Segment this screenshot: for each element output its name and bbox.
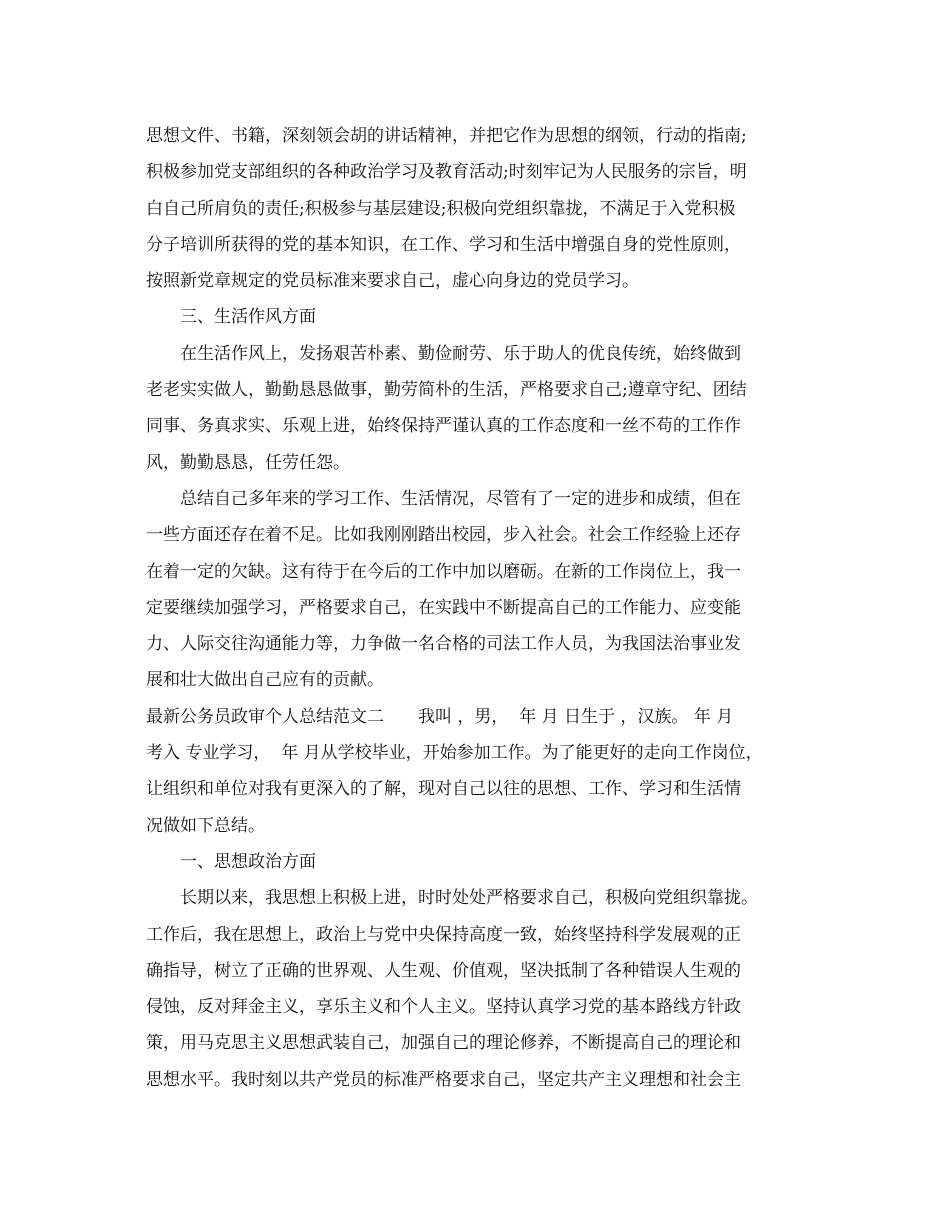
text-line: 展和壮大做出自己应有的贡献。 (146, 670, 384, 691)
text-line: 老老实实做人，勤勤恳恳做事，勤劳简朴的生活，严格要求自己;遵章守纪、团结 (146, 380, 747, 401)
text-line: 况做如下总结。 (146, 815, 265, 836)
section-heading: 三、生活作风方面 (146, 307, 316, 328)
text-line: 分子培训所获得的党的基本知识，在工作、学习和生活中增强自身的党性原则， (146, 234, 741, 255)
text-line: 积极参加党支部组织的各种政治学习及教育活动;时刻牢记为人民服务的宗旨，明 (146, 162, 747, 183)
document-body (146, 118, 826, 1098)
text-line: 策，用马克思主义思想武装自己，加强自己的理论修养，不断提高自己的理论和 (146, 1033, 741, 1054)
text-line: 思想文件、书籍，深刻领会胡的讲话精神，并把它作为思想的纲领，行动的指南; (146, 126, 747, 146)
text-line: 一些方面还存在着不足。比如我刚刚踏出校园，步入社会。社会工作经验上还存 (146, 525, 741, 546)
text-line: 风，勤勤恳恳，任劳任怨。 (146, 452, 350, 473)
text-line: 按照新党章规定的党员标准来要求自己，虚心向身边的党员学习。 (146, 271, 639, 292)
text-line: 长期以来，我思想上积极上进，时时处处严格要求自己，积极向党组织靠拢。 (146, 888, 758, 909)
text-line: 总结自己多年来的学习工作、生活情况，尽管有了一定的进步和成绩，但在 (146, 488, 741, 509)
text-line: 在生活作风上，发扬艰苦朴素、勤俭耐劳、乐于助人的优良传统，始终做到 (146, 343, 741, 364)
text-line: 让组织和单位对我有更深入的了解，现对自己以往的思想、工作、学习和生活情 (146, 779, 741, 800)
text-line: 同事、务真求实、乐观上进，始终保持严谨认真的工作态度和一丝不苟的工作作 (146, 416, 741, 437)
text-line: 在着一定的欠缺。这有待于在今后的工作中加以磨砺。在新的工作岗位上，我一 (146, 561, 741, 582)
text-line: 确指导，树立了正确的世界观、人生观、价值观，坚决抵制了各种错误人生观的 (146, 960, 741, 981)
text-line: 白自己所肩负的责任;积极参与基层建设;积极向党组织靠拢，不满足于入党积极 (146, 198, 736, 219)
section-heading: 一、思想政治方面 (146, 851, 316, 872)
text-line: 思想水平。我时刻以共产党员的标准严格要求自己，坚定共产主义理想和社会主 (146, 1069, 741, 1090)
text-line: 考入 专业学习， 年 月从学校毕业，开始参加工作。为了能更好的走向工作岗位， (146, 743, 763, 764)
article-title-line: 最新公务员政审个人总结范文二 我叫 ，男， 年 月 日生于 ，汉族。 年 月 (146, 706, 734, 727)
text-line: 力、人际交往沟通能力等，力争做一名合格的司法工作人员，为我国法治事业发 (146, 634, 741, 655)
text-line: 工作后，我在思想上，政治上与党中央保持高度一致，始终坚持科学发展观的正 (146, 924, 741, 945)
text-line: 侵蚀，反对拜金主义，享乐主义和个人主义。坚持认真学习党的基本路线方针政 (146, 997, 741, 1018)
text-line: 定要继续加强学习，严格要求自己，在实践中不断提高自己的工作能力、应变能 (146, 597, 741, 618)
